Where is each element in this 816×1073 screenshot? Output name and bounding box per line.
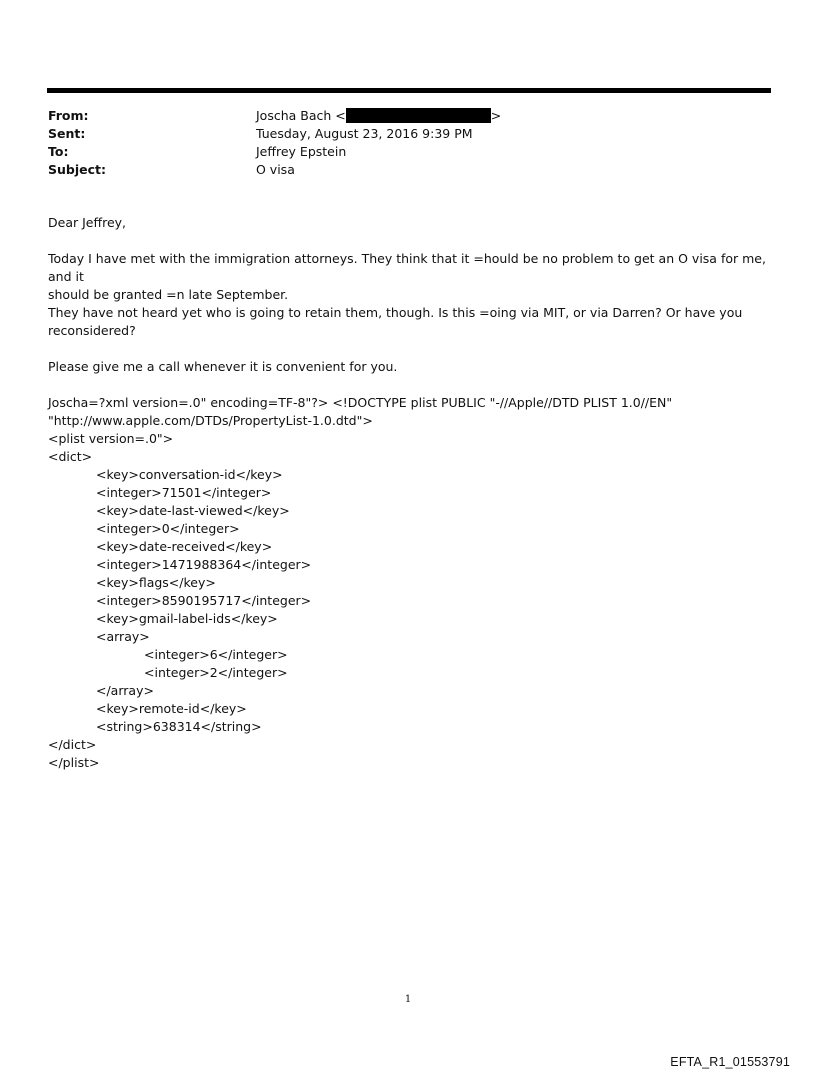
subject-value: O visa	[256, 162, 295, 177]
to-value: Jeffrey Epstein	[256, 144, 347, 159]
paragraph-2-line-1: They have not heard yet who is going to retain them, though. Is this =oing via MIT, or via Darren? Or have you	[48, 305, 743, 320]
plist-line: <key>date-received</key>	[96, 539, 273, 554]
plist-line: </plist>	[48, 755, 100, 770]
from-row	[48, 107, 748, 125]
plist-line: <key>remote-id</key>	[96, 701, 247, 716]
plist-line: <integer>71501</integer>	[96, 485, 272, 500]
from-name: Joscha Bach <	[256, 108, 346, 123]
subject-row	[48, 161, 748, 179]
plist-line: <key>date-last-viewed</key>	[96, 503, 290, 518]
plist-line: </dict>	[48, 737, 97, 752]
greeting: Dear Jeffrey,	[48, 215, 127, 230]
plist-line: "http://www.apple.com/DTDs/PropertyList-1.0.dtd">	[48, 413, 373, 428]
header-rule	[47, 88, 771, 93]
paragraph-2-line-2: reconsidered?	[48, 323, 136, 338]
sent-label: Sent:	[48, 126, 86, 141]
document-id: EFTA_R1_01553791	[670, 1055, 790, 1069]
plist-line: <array>	[96, 629, 150, 644]
redacted-email-block	[346, 108, 491, 123]
to-label: To:	[48, 144, 69, 159]
from-label: From:	[48, 108, 89, 123]
email-body	[48, 214, 772, 376]
to-row	[48, 143, 748, 161]
plist-line: <key>gmail-label-ids</key>	[96, 611, 278, 626]
page-number: 1	[404, 994, 412, 1005]
subject-label: Subject:	[48, 162, 106, 177]
plist-line: <integer>1471988364</integer>	[96, 557, 312, 572]
plist-line: <integer>6</integer>	[144, 647, 288, 662]
from-close-bracket: >	[490, 108, 502, 123]
plist-line: <integer>2</integer>	[144, 665, 288, 680]
paragraph-1-line-2: should be granted =n late September.	[48, 287, 289, 302]
plist-line: Joscha=?xml version=.0" encoding=TF-8"?> <!DOCTYPE plist PUBLIC "-//Apple//DTD PLIST 1.0//EN"	[48, 395, 673, 410]
plist-line: <key>flags</key>	[96, 575, 216, 590]
from-value	[256, 107, 501, 125]
plist-line: <string>638314</string>	[96, 719, 262, 734]
plist-line: <plist version=.0">	[48, 431, 174, 446]
plist-line: </array>	[96, 683, 154, 698]
closing-line: Please give me a call whenever it is convenient for you.	[48, 359, 398, 374]
plist-line: <integer>8590195717</integer>	[96, 593, 312, 608]
sent-row	[48, 125, 748, 143]
plist-line: <key>conversation-id</key>	[96, 467, 283, 482]
plist-line: <integer>0</integer>	[96, 521, 240, 536]
paragraph-1-line-1: Today I have met with the immigration attorneys. They think that it =hould be no problem to get an O visa for me, and it	[48, 251, 766, 284]
sent-value: Tuesday, August 23, 2016 9:39 PM	[256, 126, 473, 141]
plist-line: <dict>	[48, 449, 93, 464]
email-header	[48, 107, 748, 179]
plist-block	[48, 394, 772, 772]
